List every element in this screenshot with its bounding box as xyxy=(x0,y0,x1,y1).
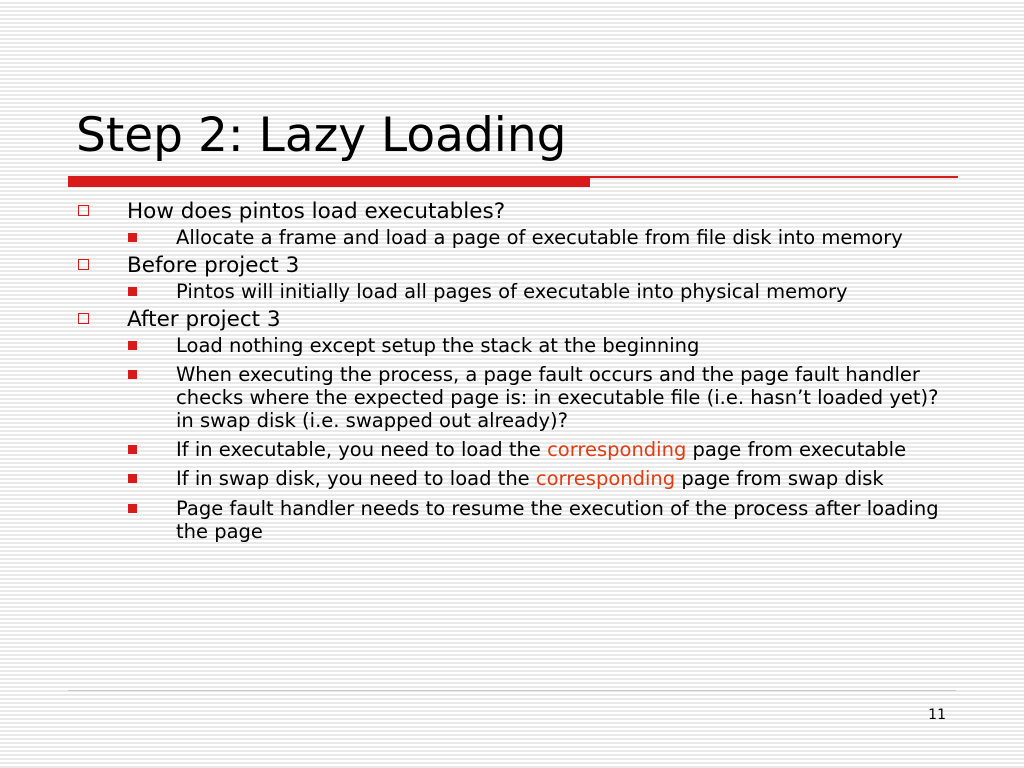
filled-square-bullet-icon xyxy=(128,287,137,296)
sub-bullet-text: Allocate a frame and load a page of executable from file disk into memory xyxy=(176,226,903,249)
sub-bullet-text-end: page from swap disk xyxy=(675,467,884,490)
bullet-text: After project 3 xyxy=(127,307,281,332)
sub-bullet-text-end: page from executable xyxy=(686,438,907,461)
footer-divider xyxy=(68,690,956,691)
bullet-item xyxy=(76,306,956,334)
sub-bullet-text-start: If in executable, you need to load the xyxy=(176,438,548,461)
bullet-item xyxy=(76,252,956,280)
filled-square-bullet-icon xyxy=(128,445,137,454)
bullet-list xyxy=(76,198,956,543)
bullet-text: Before project 3 xyxy=(127,253,300,278)
hollow-square-bullet-icon xyxy=(78,205,89,216)
hollow-square-bullet-icon xyxy=(78,259,89,270)
sub-bullet-text: Pintos will initially load all pages of executable into physical memory xyxy=(176,280,848,303)
slide-title: Step 2: Lazy Loading xyxy=(76,108,567,163)
bullet-item xyxy=(76,198,956,226)
filled-square-bullet-icon xyxy=(128,504,137,513)
filled-square-bullet-icon xyxy=(128,474,137,483)
title-underline-thin xyxy=(590,176,958,178)
sub-bullet-item xyxy=(75,438,956,461)
sub-bullet-item xyxy=(75,467,956,490)
sub-bullet-text-start: If in swap disk, you need to load the xyxy=(176,467,536,490)
sub-bullet-text: When executing the process, a page fault occurs and the page fault handler checks where the expected page is: in executable file (i.e. hasn’t loaded yet)? in swap disk (i.e. swapped out already)? xyxy=(176,363,939,432)
filled-square-bullet-icon xyxy=(128,341,137,350)
highlighted-word: corresponding xyxy=(535,467,676,490)
sub-bullet-text: Page fault handler needs to resume the execution of the process after loading the page xyxy=(176,497,939,543)
filled-square-bullet-icon xyxy=(128,370,137,379)
sub-bullet-item xyxy=(75,226,956,249)
sub-bullet-item xyxy=(75,497,956,543)
page-number: 11 xyxy=(928,707,946,723)
bullet-text: How does pintos load executables? xyxy=(127,199,506,224)
sub-bullet-item xyxy=(75,334,956,357)
title-underline-thick xyxy=(68,176,590,187)
hollow-square-bullet-icon xyxy=(78,313,89,324)
filled-square-bullet-icon xyxy=(128,233,137,242)
highlighted-word: corresponding xyxy=(547,438,687,461)
sub-bullet-item xyxy=(75,363,956,432)
sub-bullet-text: Load nothing except setup the stack at the beginning xyxy=(176,334,700,357)
sub-bullet-item xyxy=(75,280,956,303)
